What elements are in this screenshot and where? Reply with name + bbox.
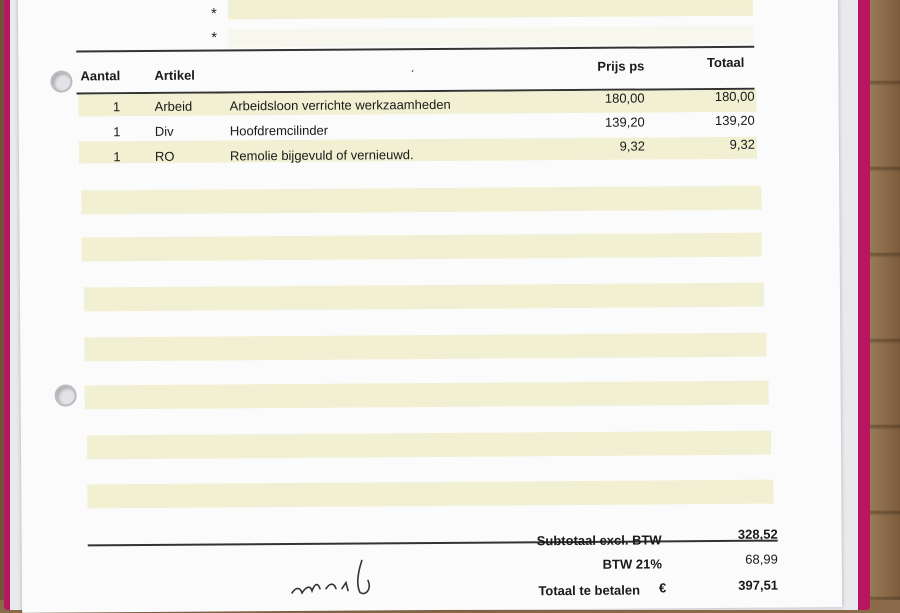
row-qty: 1 xyxy=(113,124,121,140)
currency-symbol: € xyxy=(658,580,667,596)
empty-band xyxy=(82,233,762,262)
row-article: RO xyxy=(154,148,175,164)
top-band xyxy=(228,26,753,48)
column-header-qty: Aantal xyxy=(80,68,121,84)
pen-mark: ˊ xyxy=(410,68,415,83)
header-mark: * xyxy=(211,29,218,47)
subtotal-value: 328,52 xyxy=(737,526,778,542)
empty-band xyxy=(81,186,761,215)
row-total: 139,20 xyxy=(714,112,755,129)
row-article: Arbeid xyxy=(154,98,193,114)
subtotal-label: Subtotaal excl. BTW xyxy=(536,532,662,549)
row-total: 180,00 xyxy=(714,88,755,105)
header-rule-top xyxy=(76,46,754,53)
row-description: Hoofdremcilinder xyxy=(229,122,329,139)
row-description: Arbeidsloon verrichte werkzaamheden xyxy=(229,96,451,114)
row-unit-price: 180,00 xyxy=(604,90,645,106)
vat-value: 68,99 xyxy=(745,551,778,567)
punch-hole xyxy=(50,70,72,92)
punch-hole xyxy=(55,384,77,406)
totals-rule xyxy=(88,540,778,546)
row-unit-price: 139,20 xyxy=(604,114,645,130)
vat-label: BTW 21% xyxy=(602,556,662,572)
empty-band xyxy=(84,333,766,362)
row-band xyxy=(79,137,757,164)
empty-band xyxy=(87,431,771,460)
row-qty: 1 xyxy=(112,99,121,115)
empty-band xyxy=(85,381,769,410)
row-qty: 1 xyxy=(113,149,121,165)
total-value: 397,51 xyxy=(738,577,779,593)
empty-band xyxy=(87,480,773,509)
empty-band xyxy=(84,283,764,312)
row-unit-price: 9,32 xyxy=(619,138,645,154)
total-label: Totaal te betalen xyxy=(538,582,641,599)
header-mark: * xyxy=(210,5,217,23)
column-header-total: Totaal xyxy=(706,54,745,71)
row-total: 9,32 xyxy=(729,136,755,152)
top-band xyxy=(228,0,753,19)
row-description: Remolie bijgevuld of vernieuwd. xyxy=(229,147,414,164)
row-article: Div xyxy=(154,123,174,139)
column-header-unit-price: Prijs ps xyxy=(597,58,645,74)
column-header-article: Artikel xyxy=(154,67,195,83)
invoice-sheet xyxy=(18,0,842,613)
handwritten-signature xyxy=(282,552,422,603)
